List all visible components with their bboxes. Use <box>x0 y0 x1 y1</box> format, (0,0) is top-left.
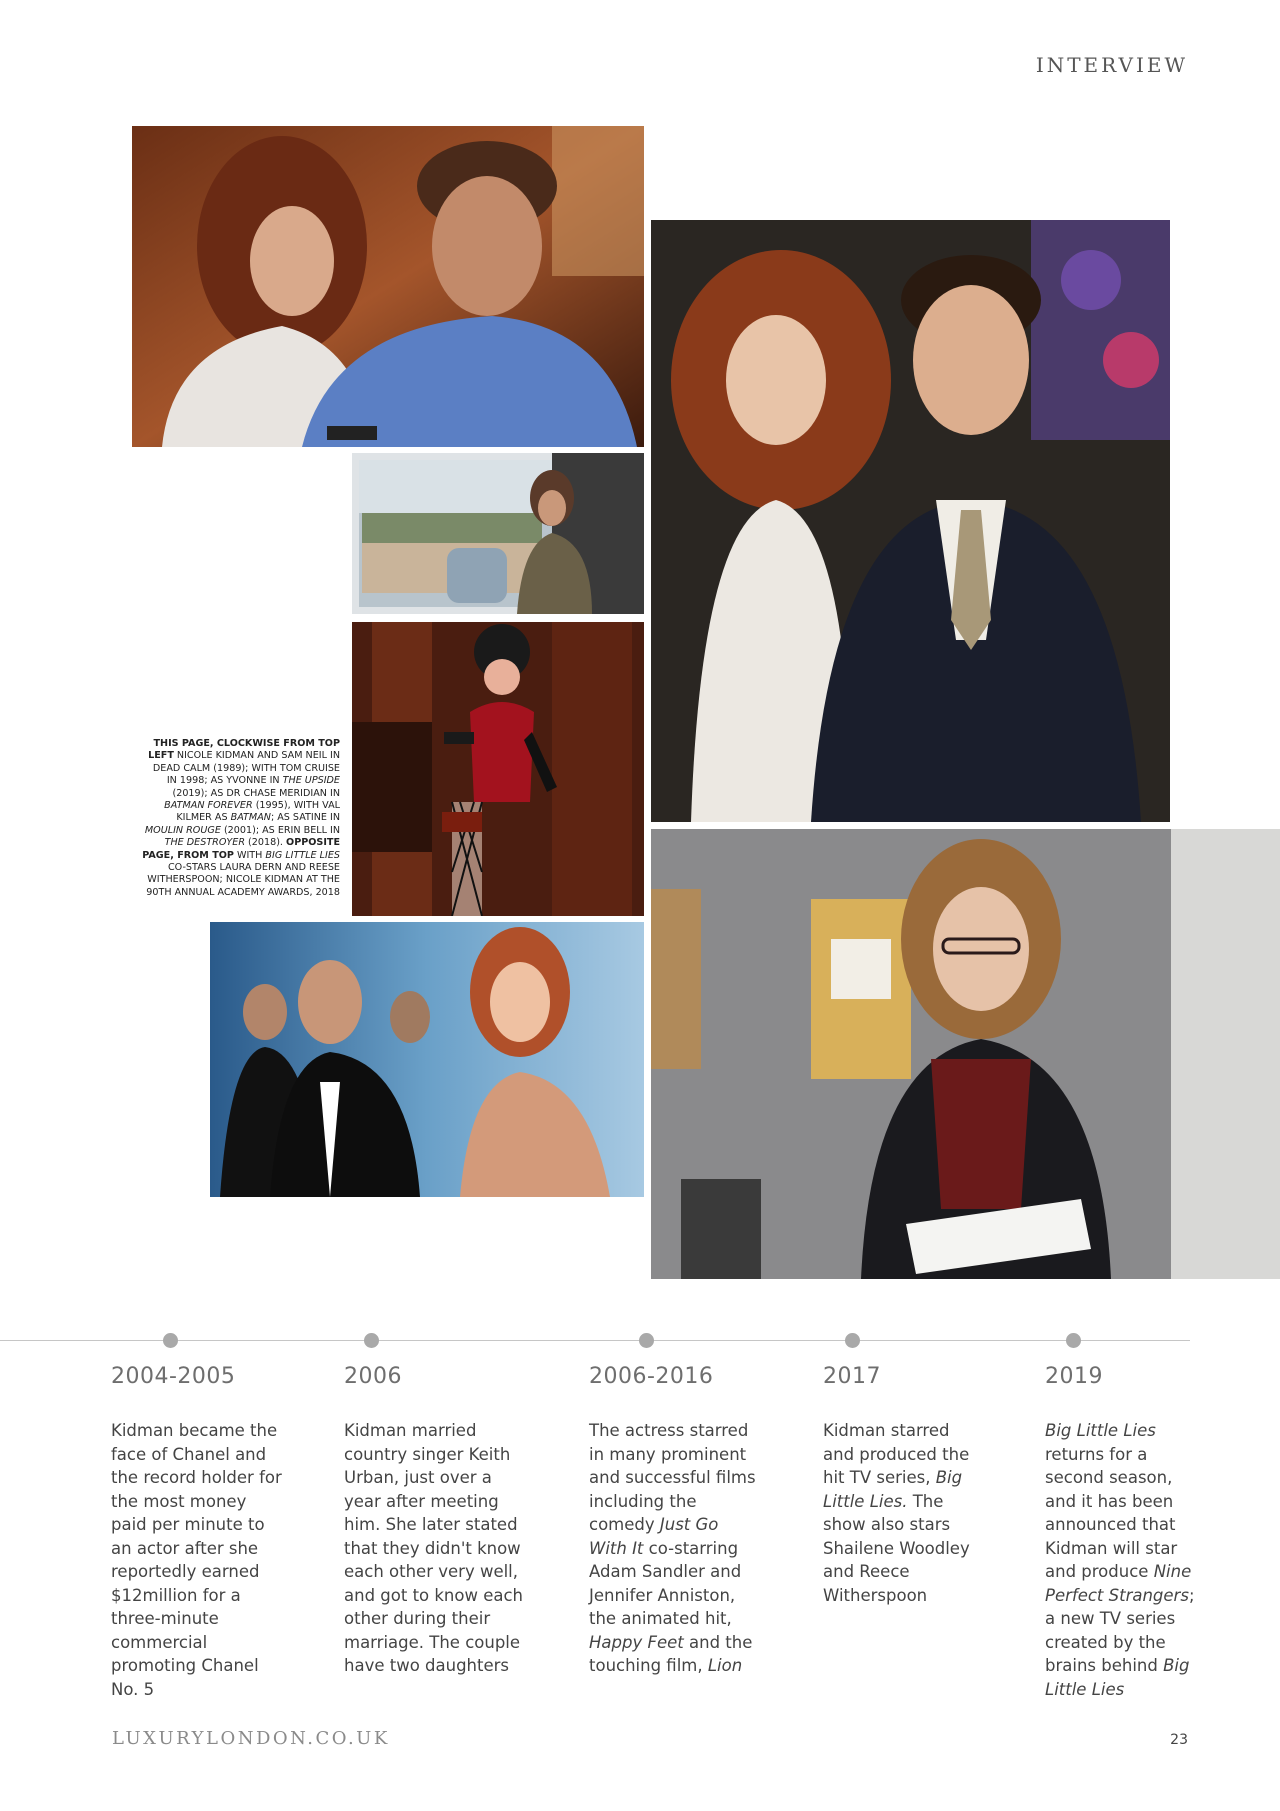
timeline-year: 2004-2005 <box>111 1364 236 1389</box>
timeline-text: Kidman became the face of Chanel and the record holder for the most money paid per minute to an actor after she reportedly earned $12million for a three-minute commercial promoting Chanel No. 5 <box>111 1421 282 1699</box>
timeline-year: 2006 <box>344 1364 402 1389</box>
photo-the-destroyer <box>651 829 1280 1279</box>
timeline-dot <box>845 1333 860 1348</box>
photo-batman-forever <box>210 922 644 1197</box>
timeline-year: 2019 <box>1045 1364 1103 1389</box>
timeline-dot <box>1066 1333 1081 1348</box>
photo-caption: THIS PAGE, CLOCKWISE FROM TOP LEFT NICOLE KIDMAN AND SAM NEIL IN DEAD CALM (1989); WITH TOM CRUISE IN 1998; AS YVONNE IN THE UPSIDE (2019); AS DR CHASE MERIDIAN IN BATMAN FOREVER (1995), WITH VAL KILMER AS BATMAN; AS SATINE IN MOULIN ROUGE (2001); AS ERIN BELL IN THE DESTROYER (2018). OPPOSITE PAGE, FROM TOP WITH BIG LITTLE LIES CO-STARS LAURA DERN AND REESE WITHERSPOON; NICOLE KIDMAN AT THE 90TH ANNUAL ACADEMY AWARDS, 2018 <box>142 738 340 898</box>
timeline-text: Big Little Lies returns for a second season, and it has been announced that Kidman will star and produce Nine Perfect Strangers; a new TV series created by the brains behind Big Little Lies <box>1045 1421 1195 1699</box>
photo-dead-calm <box>132 126 644 447</box>
timeline-dot <box>364 1333 379 1348</box>
section-label: INTERVIEW <box>1035 53 1188 77</box>
timeline-dot <box>163 1333 178 1348</box>
timeline-line <box>0 1340 1190 1341</box>
footer-website: LUXURYLONDON.CO.UK <box>112 1728 390 1749</box>
timeline-year: 2006-2016 <box>589 1364 714 1389</box>
timeline-dot <box>639 1333 654 1348</box>
timeline-year: 2017 <box>823 1364 881 1389</box>
photo-tom-cruise-1998 <box>651 220 1170 822</box>
timeline-text: The actress starred in many prominent and successful films including the comedy Just Go With It co-starring Adam Sandler and Jennifer Anniston, the animated hit, Happy Feet and the touching film, Lion <box>589 1421 756 1675</box>
photo-moulin-rouge <box>352 622 644 916</box>
photo-the-upside <box>352 453 644 614</box>
timeline-text: Kidman starred and produced the hit TV series, Big Little Lies. The show also stars Shailene Woodley and Reece Witherspoon <box>823 1421 970 1605</box>
page-number: 23 <box>1170 1732 1188 1748</box>
timeline-text: Kidman married country singer Keith Urban, just over a year after meeting him. She later stated that they didn't know each other very well, and got to know each other during their marriage. The couple have two daughters <box>344 1421 524 1675</box>
